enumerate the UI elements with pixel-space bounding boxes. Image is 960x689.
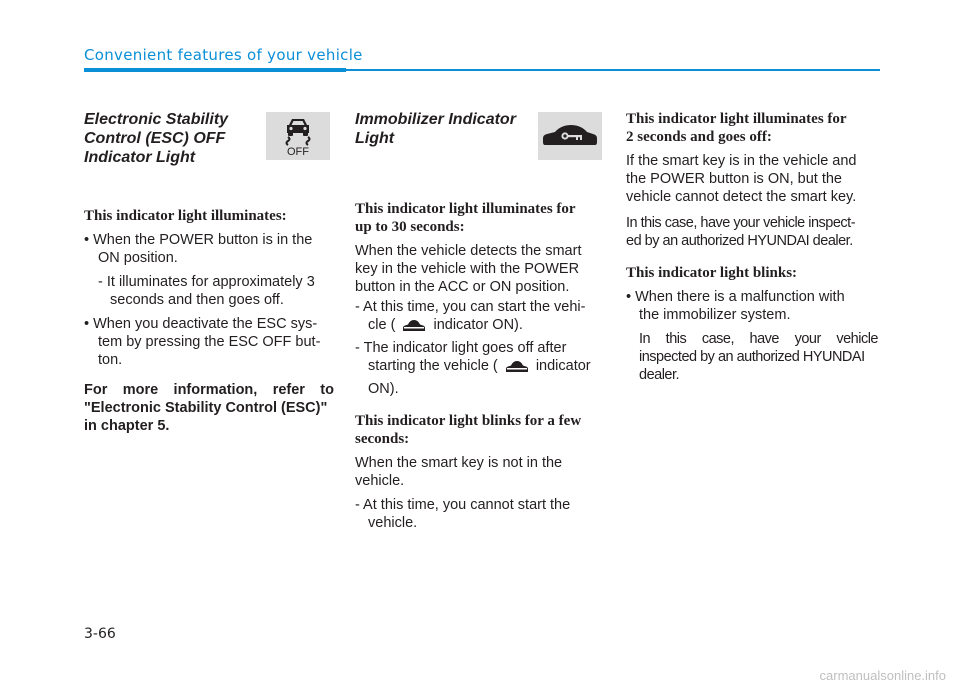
bullet-line: ON position. [98,250,178,266]
body-line: key in the vehicle with the POWER [355,261,580,277]
body-line: In this case, have your vehicle [639,331,878,347]
subheading: This indicator light illuminates: [84,208,287,224]
note-line: "Electronic Stability Control (ESC)" [84,400,328,416]
subheading: This indicator light illuminates for up to 30 seconds: [355,201,576,235]
note-line: in chapter 5. [84,418,170,434]
sub-line: seconds and then goes off. [110,292,284,308]
body-line: ed by an authorized HYUNDAI dealer. [626,233,853,249]
body-line: vehicle cannot detect the smart key. [626,189,857,205]
esc-off-section [84,108,334,435]
body-line: If the smart key is in the vehicle and [626,153,857,169]
subheading: This indicator light blinks: [626,265,798,281]
body-line: button in the ACC or ON position. [355,279,570,295]
immobilizer-continued [626,108,878,384]
body-line: When the smart key is not in the [355,455,563,471]
dash-line: - The indicator light goes off after [355,340,567,356]
bullet-line: • When the POWER button is in the [84,232,313,248]
bullet-line: the immobilizer system. [639,307,791,323]
body-line: dealer. [639,367,680,383]
immobilizer-icon [401,318,427,339]
header-title: Convenient features of your vehicle [84,46,363,64]
page-number: 3-66 [84,626,116,642]
header-rule-thin [346,69,880,71]
dash-line: vehicle. [368,515,418,531]
section-title: Electronic Stability Control (ESC) OFF Indicator Light [84,111,229,166]
dash-line: - At this time, you cannot start the [355,497,571,513]
watermark: carmanualsonline.info [819,668,946,683]
subheading: This indicator light blinks for a few seconds: [355,413,582,447]
bullet-line: tem by pressing the ESC OFF but- [98,334,321,350]
body-line: the POWER button is ON, but the [626,171,842,187]
dash-line: cle ( indicator ON). [355,316,605,339]
bullet-line: • When there is a malfunction with [626,289,845,305]
icon-label: OFF [287,146,309,157]
immobilizer-section [355,108,605,532]
dash-line: ON). [368,381,399,397]
sub-line: - It illuminates for approximately 3 [98,274,315,290]
body-line: inspected by an authorized HYUNDAI [639,349,865,365]
dash-line: starting the vehicle ( indicator [355,357,605,380]
bullet-line: • When you deactivate the ESC sys- [84,316,318,332]
dash-line: - At this time, you can start the vehi- [355,299,586,315]
header-rule-thick [84,68,346,72]
immobilizer-icon [538,112,602,160]
body-line: vehicle. [355,473,405,489]
immobilizer-icon [504,359,530,380]
note-line: For more information, refer to [84,382,334,398]
subheading: This indicator light illuminates for 2 seconds and goes off: [626,111,847,145]
section-title: Immobilizer Indicator Light [355,111,516,147]
esc-off-icon [266,112,330,160]
bullet-line: ton. [98,352,123,368]
body-line: In this case, have your vehicle inspect- [626,215,856,231]
body-line: When the vehicle detects the smart [355,243,582,259]
